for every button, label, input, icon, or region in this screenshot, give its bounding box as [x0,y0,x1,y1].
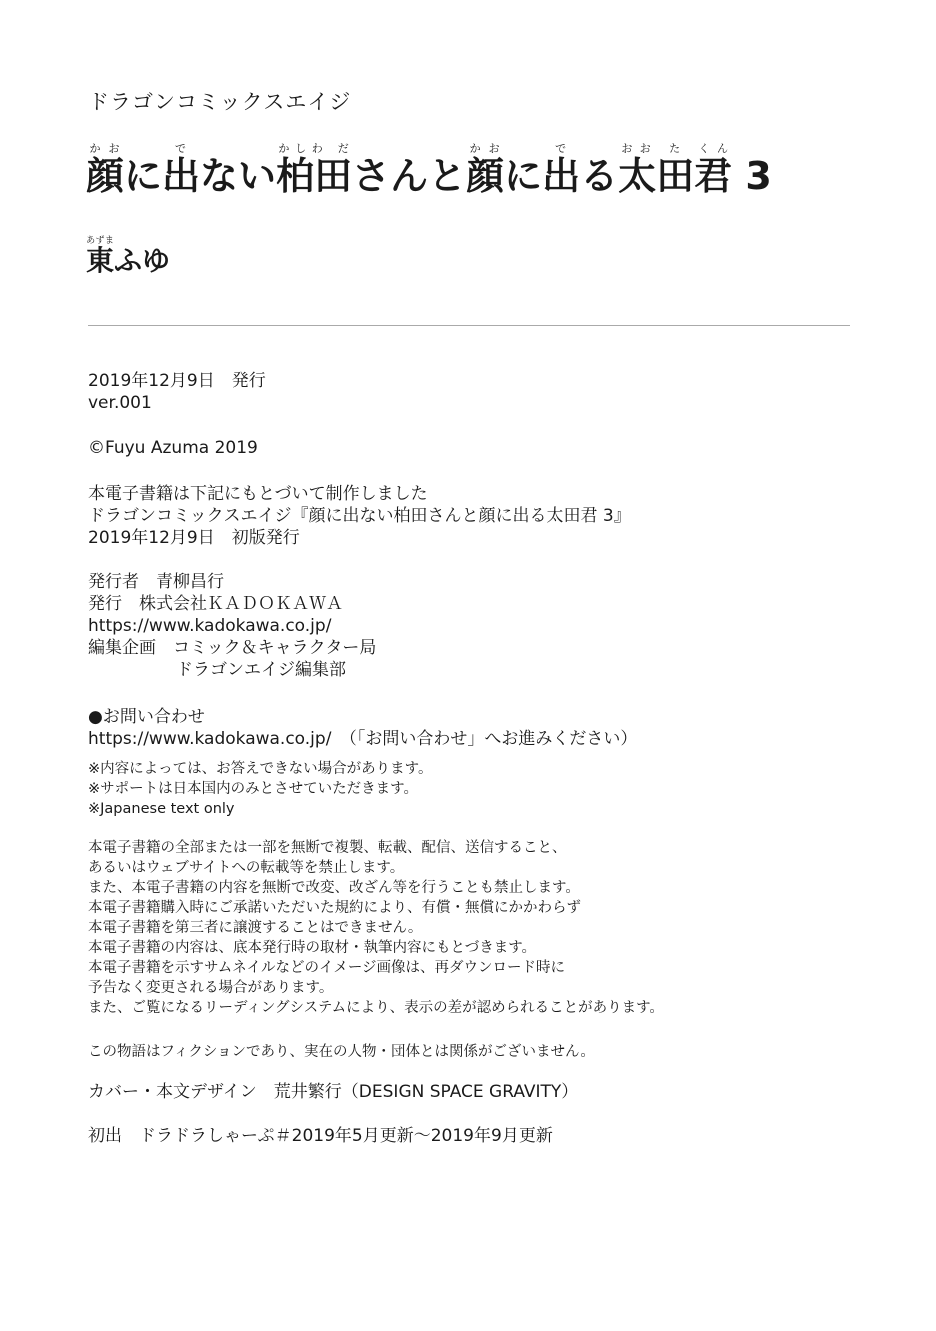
publisher-company: 発行 株式会社ＫＡＤＯＫＡＷＡ [88,594,343,614]
inquiry-note: ※Japanese text only [88,801,235,817]
divider-line [88,325,850,326]
legal-notice [88,838,664,1018]
source-line-3: 2019年12月9日 初版発行 [88,528,300,548]
title-seg-10: 太田君おお た くん [618,142,733,198]
inquiry-note: ※サポートは日本国内のみとさせていただきます。 [88,781,418,797]
author-name [86,236,170,279]
legal-line: 予告なく変更される場合があります。 [88,980,334,996]
inquiry-note: ※内容によっては、お答えできない場合があります。 [88,761,433,777]
legal-line: 本電子書籍を第三者に譲渡することはできません。 [88,920,423,936]
inquiry-url-line[interactable]: https://www.kadokawa.co.jp/ （「お問い合わせ」へお進みください） [88,729,638,749]
legal-line: 本電子書籍の内容は、底本発行時の取材・執筆内容にもとづきます。 [88,940,537,956]
legal-line: あるいはウェブサイトへの転載等を禁止します。 [88,860,405,876]
title-seg-6: 顔かお [466,142,505,198]
first-appearance-line: 初出 ドラドラしゃーぷ＃2019年5月更新〜2019年9月更新 [88,1126,553,1146]
title-seg-3: ない [200,154,277,198]
publisher-person: 発行者 青柳昌行 [88,572,224,592]
publication-date: 2019年12月9日 発行 [88,371,266,391]
legal-line: また、ご覧になるリーディングシステムにより、表示の差が認められることがあります。 [88,1000,664,1016]
legal-line: また、本電子書籍の内容を無断で改変、改ざん等を行うことも禁止します。 [88,880,580,896]
source-line-1: 本電子書籍は下記にもとづいて制作しました [88,484,428,504]
title-volume-number: 3 [732,154,772,198]
copyright-info [88,437,258,459]
publisher-info [88,571,376,681]
title-seg-4: 柏田かしわ だ [276,142,353,198]
fiction-notice-line: この物語はフィクションであり、実在の人物・団体とは関係がございません。 [88,1044,595,1060]
inquiry-heading: ●お問い合わせ [88,707,205,727]
legal-line: 本電子書籍購入時にご承諾いただいた規約により、有償・無償にかかわらず [88,900,581,916]
title-seg-5: さんと [352,154,467,198]
inquiry-section [88,706,637,750]
title-seg-0: 顔かお [86,142,125,198]
legal-line: 本電子書籍の全部または一部を無断で複製、転載、配信、送信すること、 [88,840,567,856]
editorial-department: ドラゴンエイジ編集部 [176,660,346,680]
legal-line: 本電子書籍を示すサムネイルなどのイメージ画像は、再ダウンロード時に [88,960,566,976]
author-given-name: ふゆ [114,244,171,277]
copyright-line: ©Fuyu Azuma 2019 [88,438,258,458]
title-seg-8: 出で [542,142,581,198]
version-label: ver.001 [88,393,152,413]
source-line-2: ドラゴンコミックスエイジ『顔に出ない柏田さんと顔に出る太田君 3』 [88,506,631,526]
design-credit [88,1081,578,1103]
publisher-url[interactable]: https://www.kadokawa.co.jp/ [88,616,332,636]
inquiry-notes [88,759,433,819]
source-info [88,483,631,549]
fiction-notice [88,1042,595,1062]
title-seg-2: 出で [162,142,201,198]
title-seg-9: る [580,154,619,198]
author-surname: 東あずま [86,236,115,277]
series-name: ドラゴンコミックスエイジ [88,90,352,114]
title-seg-1: に [124,154,163,198]
book-title [86,142,772,200]
title-seg-7: に [504,154,543,198]
editorial-planning: 編集企画 コミック＆キャラクター局 [88,638,377,658]
publication-info [88,370,266,414]
design-credit-line: カバー・本文デザイン 荒井繁行（DESIGN SPACE GRAVITY） [88,1082,579,1102]
first-appearance [88,1125,553,1147]
